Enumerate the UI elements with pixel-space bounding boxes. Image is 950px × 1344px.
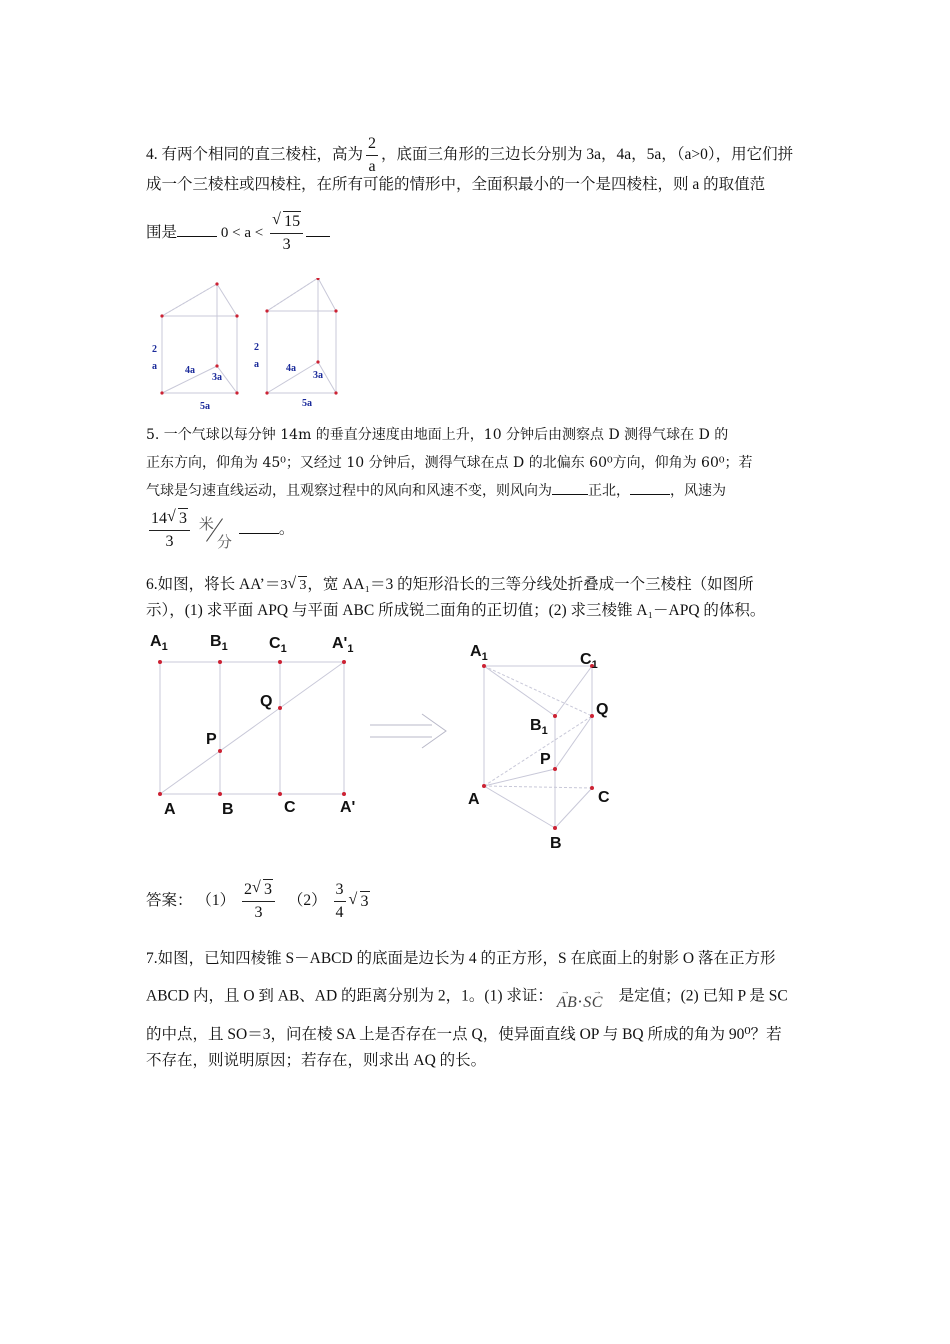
- label-B1: $B_1$: [210, 633, 228, 653]
- answer-2-fraction: [334, 882, 346, 921]
- sqrt-symbol: [349, 891, 370, 913]
- height-label-a: a: [152, 361, 157, 372]
- q4-line2: 成一个三棱柱或四棱柱，在所有可能的情形中，全面积最小的一个是四棱柱，则 a 的取值范: [146, 176, 766, 193]
- answer-2-label: （2）: [287, 892, 327, 910]
- wind-direction-blank: [552, 482, 588, 495]
- label-A-prime-1: $A'_1$: [332, 635, 354, 655]
- radicand: 3: [299, 578, 307, 593]
- frac-den: a: [368, 158, 376, 175]
- frac-den: 3: [282, 236, 291, 253]
- q7-line2-pre: ABCD 内，且 O 到 AB、AD 的距离分别为 2，1。(1) 求证：: [146, 987, 553, 1005]
- answer-blank: [239, 521, 279, 534]
- radicand: 3: [179, 509, 187, 527]
- label-Q: Q: [260, 693, 273, 710]
- q5-line3-mid2: ，风速为: [670, 483, 726, 499]
- q4-line1-pre: 4. 有两个相同的直三棱柱，高为: [146, 146, 364, 164]
- sqrt-symbol: [287, 575, 307, 597]
- label-A-prime: A': [340, 799, 356, 816]
- label-A1: $A_1$: [470, 643, 488, 663]
- side-4a-label: 4a: [286, 363, 296, 374]
- answer-blank: [306, 224, 330, 237]
- label-C: C: [598, 789, 610, 806]
- q4-line1: [146, 136, 793, 175]
- q5-line2: 正东方向，仰角为 45⁰；又经过 10 分钟后，测得气球在点 D 的北偏东 60⁰方向，仰角为 60⁰；若: [146, 455, 753, 471]
- label-B: B: [550, 835, 562, 852]
- q4-height-fraction: [366, 136, 378, 175]
- height-label: 2: [254, 342, 259, 353]
- side-4a-label: 4a: [185, 365, 195, 376]
- wind-angle-blank: [630, 482, 670, 495]
- side-3a-label: 3a: [212, 372, 222, 383]
- sqrt-symbol: [167, 511, 188, 527]
- q6-answer-line: [146, 882, 370, 934]
- label-P: P: [540, 751, 551, 768]
- frac-den: 3: [165, 532, 174, 550]
- q7-line3: 的中点，且 SO＝3，问在棱 SA 上是否存在一点 Q，使异面直线 OP 与 BQ 所成的角为 90⁰？若: [146, 1026, 782, 1043]
- vector-arrow-icon: →: [560, 986, 570, 996]
- side-5a-label: 5a: [200, 401, 210, 412]
- radicand: 15: [284, 213, 301, 230]
- q5-line3: [146, 480, 726, 502]
- answer-1-label: （1）: [196, 892, 236, 910]
- label-B: B: [222, 801, 234, 818]
- coef: 2: [244, 881, 253, 898]
- side-5a-label: 5a: [302, 398, 312, 409]
- height-label: 2: [152, 344, 157, 355]
- speed-fraction: [149, 511, 190, 550]
- unit-bottom: 分: [216, 535, 232, 551]
- vector-arrow-icon: →: [592, 986, 602, 996]
- radicand: 3: [264, 881, 273, 898]
- label-Q: Q: [596, 701, 609, 718]
- q7-line2-post: 是定值；(2) 已知 P 是 SC: [618, 987, 788, 1005]
- side-3a-label: 3a: [313, 370, 323, 381]
- length-value: [280, 578, 307, 593]
- q4-line1-post: ，底面三角形的三边长分别为 3a，4a，5a，（a>0），用它们拼: [381, 146, 794, 164]
- answer-fraction: [270, 214, 303, 253]
- q6-line1: [146, 574, 754, 597]
- q6-line2: 示），(1) 求平面 APQ 与平面 ABC 所成锐二面角的正切值；(2) 求三棱锥 A₁－APQ 的体积。: [146, 602, 766, 619]
- answer-inequality: 0 < a <: [220, 225, 264, 242]
- q4-prism-figure: [140, 278, 370, 413]
- q7-line4: 不存在，则说明原因；若存在，则求出 AQ 的长。: [146, 1052, 487, 1069]
- period: 。: [278, 520, 295, 538]
- radicand: 3: [360, 892, 369, 910]
- answer-blank: [177, 224, 217, 237]
- q4-line3: [146, 214, 330, 253]
- frac-den: 3: [254, 904, 263, 921]
- q6-unfolded-rectangle-figure: [146, 630, 376, 820]
- label-C: C: [284, 799, 296, 816]
- vector-text: AB⋅SC: [556, 994, 603, 1011]
- coef: 3: [280, 578, 288, 593]
- frac-den: 4: [335, 904, 344, 921]
- frac-num: 3: [334, 882, 346, 902]
- q7-line1: 7.如图，已知四棱锥 S－ABCD 的底面是边长为 4 的正方形，S 在底面上的射影 O 落在正方形: [146, 950, 776, 967]
- answer-1-fraction: [242, 882, 275, 921]
- label-A: A: [164, 801, 176, 818]
- unit-top: 米: [198, 517, 214, 533]
- q6-line1-post: ，宽 AA₁＝3 的矩形沿长的三等分线处折叠成一个三棱柱（如图所: [307, 576, 754, 593]
- q4-line3-pre: 围是: [146, 224, 178, 242]
- frac-num: 2: [366, 136, 378, 156]
- sqrt-symbol: [252, 882, 273, 898]
- label-B1: $B_1$: [530, 717, 548, 737]
- q5-line3-pre: 气球是匀速直线运动，且观察过程中的风向和风速不变，则风向为: [146, 483, 552, 499]
- q5-line1: 5. 一个气球以每分钟 14m 的垂直分速度由地面上升，10 分钟后由测察点 D 测得气球在 D 的: [146, 427, 729, 443]
- fold-arrow-icon: [368, 712, 450, 752]
- height-label-a: a: [254, 359, 259, 370]
- label-P: P: [206, 731, 217, 748]
- label-A1: $A_1$: [150, 633, 168, 653]
- coef: 14: [151, 509, 167, 527]
- label-C1: $C_1$: [269, 635, 287, 655]
- label-C1: $C_1$: [580, 651, 598, 671]
- sqrt-symbol: [272, 214, 301, 230]
- q4-answer: [221, 214, 306, 253]
- q6-line1-pre: 6.如图，将长 AA’＝: [146, 576, 281, 593]
- q7-line2: [146, 980, 788, 1016]
- q5-answer-line: [146, 510, 294, 560]
- q5-line3-mid1: 正北，: [588, 483, 630, 499]
- answer-label: 答案：: [146, 892, 193, 910]
- speed-unit: [197, 510, 239, 550]
- vector-expression: [557, 980, 615, 1014]
- q6-folded-prism-figure: [466, 636, 646, 856]
- label-A: A: [468, 791, 480, 808]
